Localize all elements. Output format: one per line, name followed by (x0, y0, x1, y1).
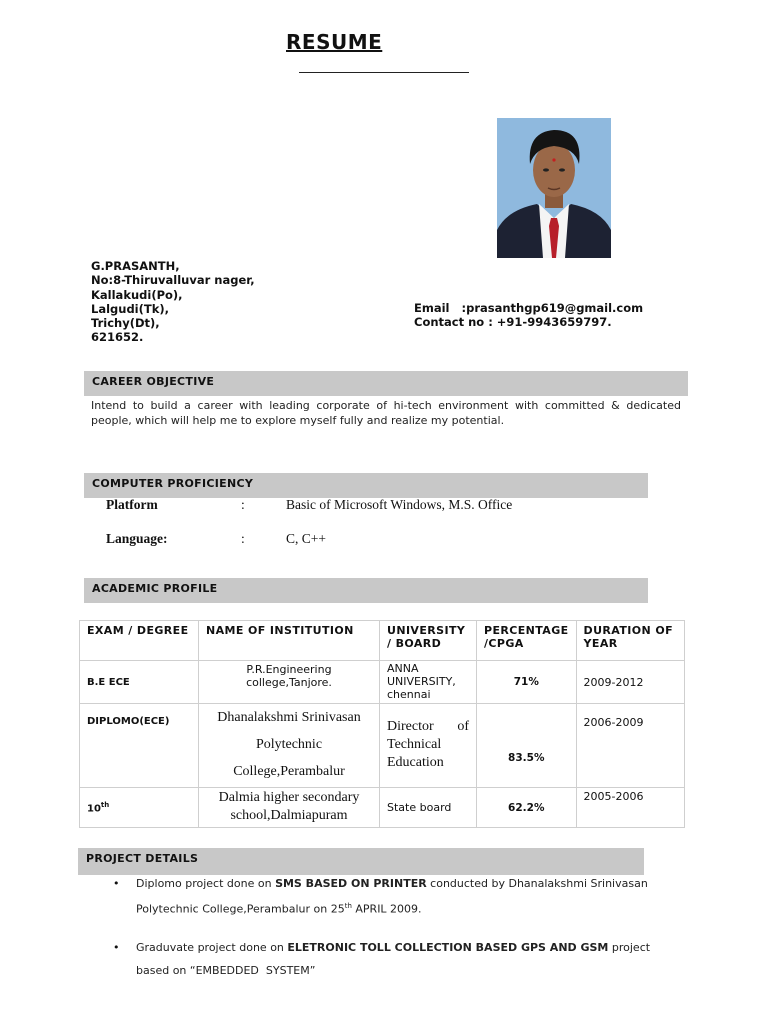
contact-block (414, 301, 643, 330)
address-line: No:8-Thiruvalluvar nager, (91, 273, 255, 288)
project-text: Diplomo project done on (136, 877, 276, 890)
institution-cell (199, 704, 380, 788)
section-title: ACADEMIC PROFILE (92, 582, 218, 595)
exam-text: 10 (87, 803, 101, 815)
academic-table (79, 620, 685, 828)
board-cell: ANNA UNIVERSITY, chennai (380, 661, 477, 704)
exam-superscript: th (100, 800, 110, 809)
project-item (136, 936, 696, 982)
project-line: based on “EMBEDDED SYSTEM” (136, 964, 316, 977)
project-text: Polytechnic College,Perambalur on 25 (136, 902, 345, 916)
table-row (80, 704, 685, 788)
address-block (91, 259, 255, 345)
project-title: SMS BASED ON PRINTER (275, 877, 427, 890)
project-text: conducted by Dhanalakshmi Srinivasan (426, 877, 648, 890)
institution-line: Dhanalakshmi Srinivasan (217, 710, 361, 725)
institution-line: College,Perambalur (233, 764, 345, 779)
duration-cell: 2009-2012 (576, 661, 684, 704)
project-line (136, 936, 696, 959)
exam-cell: B.E ECE (80, 661, 199, 704)
platform-separator: : (241, 497, 245, 512)
exam-cell (80, 788, 199, 828)
address-line: Kallakudi(Po), (91, 287, 183, 302)
table-row (80, 788, 685, 828)
platform-value: Basic of Microsoft Windows, M.S. Office (286, 497, 513, 512)
exam-cell: DIPLOMO(ECE) (80, 704, 199, 788)
section-header-career-objective (84, 371, 688, 396)
language-separator: : (241, 531, 245, 546)
email-line: Email :prasanthgp619@gmail.com (414, 301, 644, 315)
institution-line: Polytechnic (255, 737, 323, 752)
section-title: PROJECT DETAILS (86, 852, 199, 865)
column-header: NAME OF INSTITUTION (199, 621, 380, 661)
project-title: ELETRONIC TOLL COLLECTION BASED GPS AND GSM (287, 941, 609, 954)
section-title: COMPUTER PROFICIENCY (92, 477, 254, 490)
percentage-cell: 83.5% (477, 704, 577, 788)
project-line (136, 872, 696, 895)
percentage-cell: 62.2% (477, 788, 577, 828)
project-item (136, 872, 696, 921)
section-title: CAREER OBJECTIVE (92, 375, 215, 388)
project-line (136, 895, 696, 921)
profile-photo (497, 118, 611, 258)
institution-cell: Dalmia higher secondary school,Dalmiapuram (199, 788, 380, 828)
bullet-icon: • (113, 877, 120, 890)
table-header-row (80, 621, 685, 661)
column-header: PERCENTAGE /CPGA (477, 621, 577, 661)
date-superscript: th (344, 902, 352, 910)
bullet-icon: • (113, 941, 120, 954)
table-row (80, 661, 685, 704)
duration-cell: 2005-2006 (576, 788, 684, 828)
address-line: Lalgudi(Tk), (91, 301, 169, 316)
column-header: EXAM / DEGREE (80, 621, 199, 661)
address-line: 621652. (91, 330, 144, 345)
language-label: Language: (106, 531, 168, 546)
institution-cell: P.R.Engineering college,Tanjore. (199, 661, 380, 704)
project-text: Graduvate project done on (136, 941, 288, 954)
percentage-cell: 71% (477, 661, 577, 704)
title-divider (299, 72, 469, 73)
section-header-project-details (78, 848, 644, 875)
column-header: DURATION OF YEAR (576, 621, 684, 661)
objective-text: Intend to build a career with leading corporate of hi-tech environment with committed & dedicated people, which will help me to explore myself fully and realize my potential. (91, 399, 681, 427)
project-text: project (608, 941, 651, 954)
resume-title: RESUME (286, 30, 383, 54)
section-header-academic-profile (84, 578, 648, 603)
section-header-computer-proficiency (84, 473, 648, 498)
column-header: UNIVERSITY / BOARD (380, 621, 477, 661)
duration-cell: 2006-2009 (576, 704, 684, 788)
address-line: Trichy(Dt), (91, 316, 160, 331)
candidate-name: G.PRASANTH, (91, 259, 180, 273)
phone-line: Contact no : +91-9943659797. (414, 315, 612, 330)
project-text: APRIL 2009. (351, 902, 422, 916)
board-cell: Director of Technical Education (380, 704, 477, 788)
language-value: C, C++ (286, 531, 326, 546)
board-cell: State board (380, 788, 477, 828)
platform-label: Platform (106, 497, 158, 512)
